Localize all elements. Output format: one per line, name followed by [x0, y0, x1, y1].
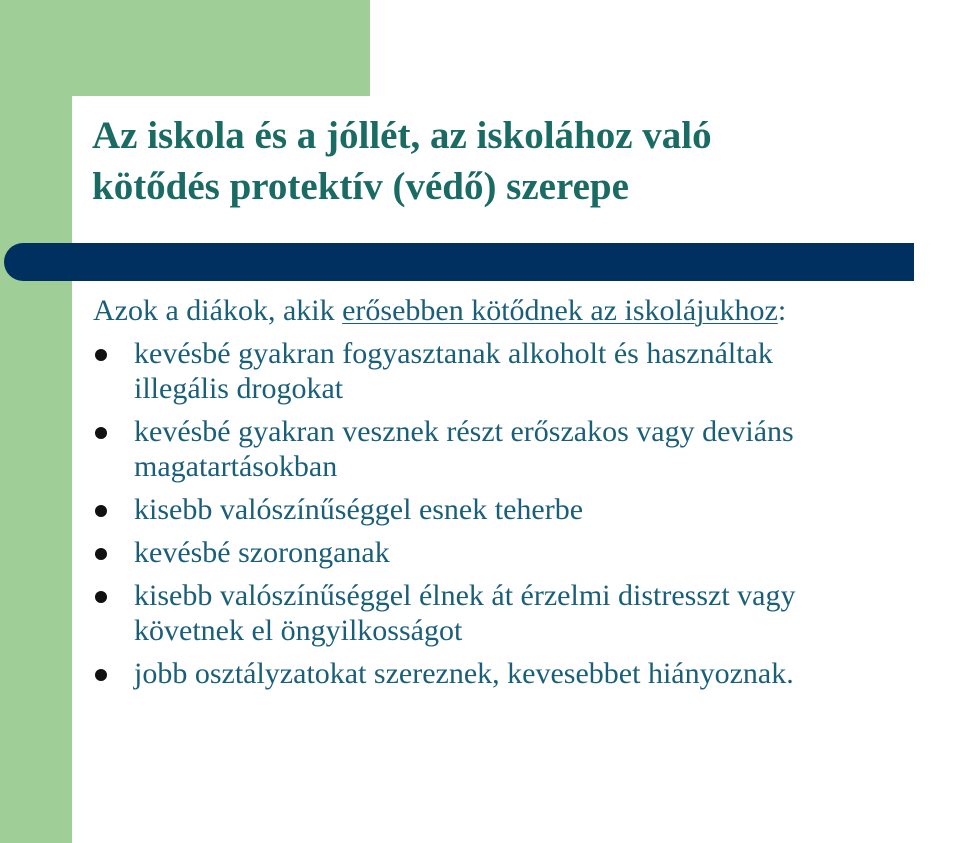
bullet-line: követnek el öngyilkosságot: [134, 614, 463, 647]
intro-after: :: [777, 294, 787, 327]
bullet-item: [93, 492, 958, 527]
bullet-line: kevésbé gyakran vesznek részt erőszakos vagy deviáns: [134, 415, 794, 448]
bullet-list: [93, 336, 958, 691]
slide-body: [93, 292, 958, 699]
bullet-line: kisebb valószínűséggel élnek át érzelmi distresszt vagy: [134, 579, 796, 612]
bullet-item: [93, 414, 958, 484]
bullet-dot-icon: [95, 591, 107, 603]
intro-text: [93, 292, 958, 330]
title-line-1: Az iskola és a jóllét, az iskolához való: [92, 114, 712, 157]
bullet-line: magatartásokban: [134, 450, 338, 483]
bullet-line: jobb osztályzatokat szereznek, kevesebbet hiányoznak.: [134, 657, 794, 690]
title-line-2: kötődés protektív (védő) szerepe: [92, 165, 629, 208]
bullet-line: kevésbé szoronganak: [134, 536, 390, 569]
bullet-line: illegális drogokat: [134, 372, 344, 405]
bullet-dot-icon: [95, 427, 107, 439]
bullet-item: [93, 578, 958, 648]
bullet-line: kisebb valószínűséggel esnek teherbe: [134, 493, 584, 526]
intro-before: Azok a diákok, akik: [93, 294, 343, 327]
slide-title: [92, 110, 932, 212]
bullet-dot-icon: [95, 349, 107, 361]
intro-underlined: erősebben kötődnek az iskolájukhoz: [342, 294, 778, 327]
bullet-item: [93, 535, 958, 570]
bullet-line: kevésbé gyakran fogyasztanak alkoholt és használtak: [134, 337, 773, 370]
divider-bar: [4, 243, 914, 281]
bullet-item: [93, 656, 958, 691]
bullet-item: [93, 336, 958, 406]
bullet-dot-icon: [95, 505, 107, 517]
bullet-dot-icon: [95, 548, 107, 560]
bullet-dot-icon: [95, 669, 107, 681]
green-left-band: [0, 0, 72, 843]
green-top-block: [0, 0, 370, 96]
